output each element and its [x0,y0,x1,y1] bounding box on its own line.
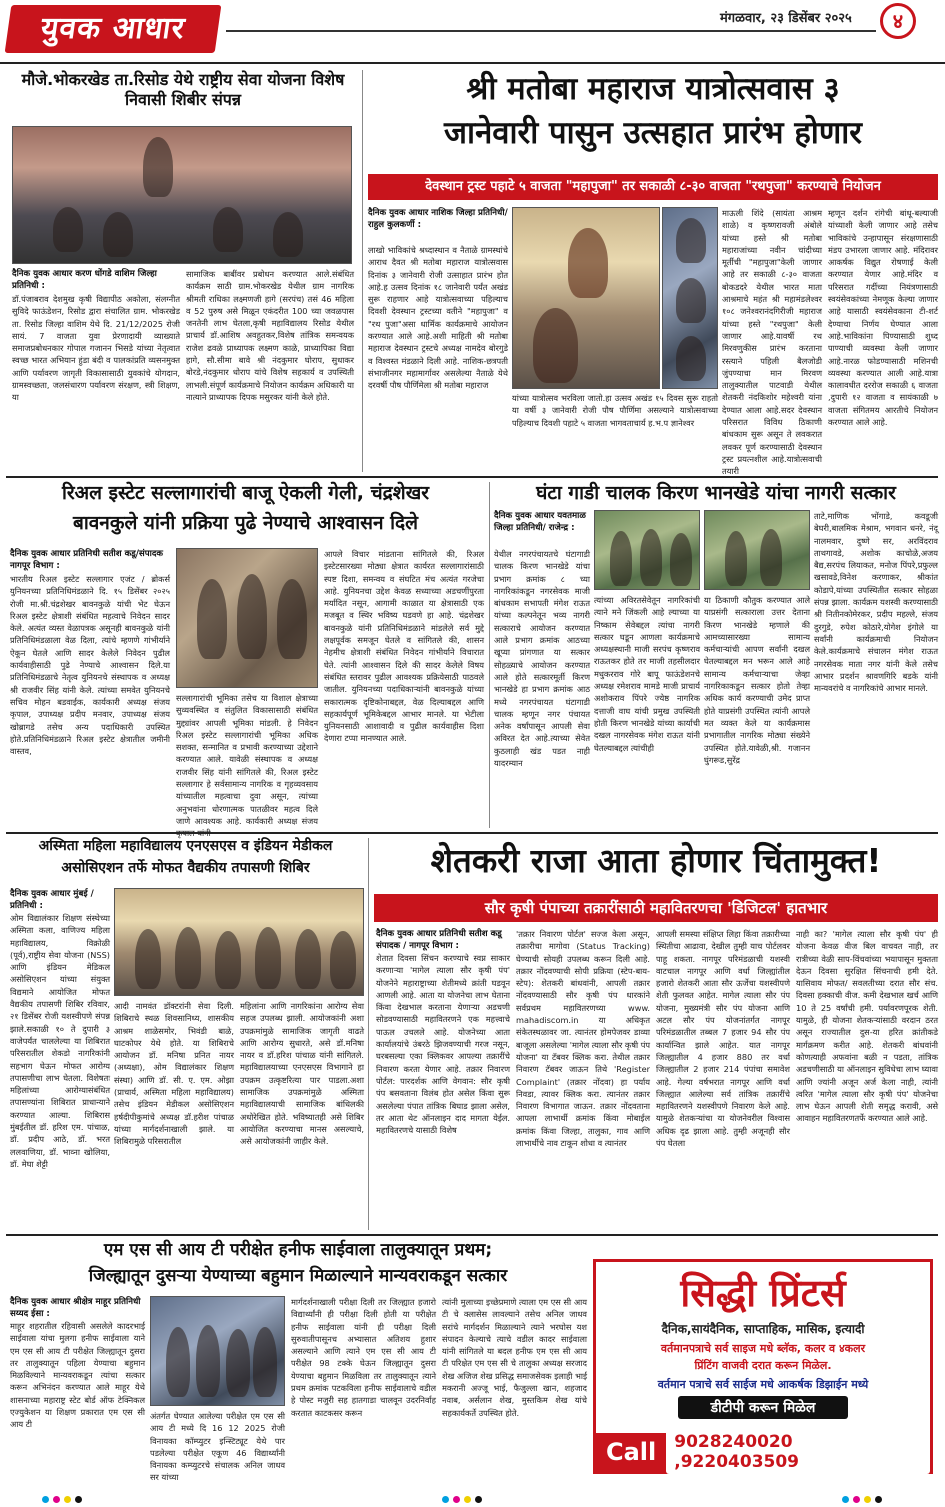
matoba-byline: दैनिक युवक आधार नाशिक जिल्हा प्रतिनिधी/ राहुल कुलकर्णी : [368,208,508,230]
matoba-trustee-photos [662,207,718,389]
realestate-meeting-photo [176,548,318,688]
matoba-subhead: देवस्थान ट्रस्ट पहाटे ५ वाजता "महापुजा" तर सकाळी ८-३० वाजता "रथपुजा" करण्याचे नियोजन [368,174,938,200]
ghanta-col1: येथील नगरपंचायतचे घंटागाडी चालक किरण भानखेडे यांचा प्रभाग क्रमांक ८ च्या नागरिकांकडून नगरसेवक माजी बांधकाम सभापती मंगेश राऊत यांच्या कल्पनेतून भव्य नागरी सत्काराचे आयोजन करण्यात आले प्रभाग क्रमांक आठच्या खूप्या प्रांगणात या सत्कार सोहळ्याचे आयोजन करण्यात आले होते सत्कारमूर्ती किरण भानखेडे हा प्रभाग क्रमांक आठ मध्ये नगरपंचायत घंटागाडी चालक म्हणून नगर पंचायत अनेक वर्षांपासून आपली सेवा अविरत देत आहे.त्याच्या सेवेत कुठलाही खंड पडत नाही यादरम्यान [494,549,590,769]
masthead-rule [226,30,876,32]
nss-byline: दैनिक युवक आधार करण धोंगडे वाशिम जिल्हा प्रतिनिधी : [12,269,157,291]
ad-line-1: दैनिक,सायंदैनिक, साप्ताहिक, मासिक, इत्यादी [661,1322,865,1336]
ad-line-2: वर्तमानपत्राचे सर्व साइज मधे ब्लॅक, कलर व ४कलर [660,1342,866,1355]
matoba-col1: लाखो भाविकांचे श्रध्दास्थान व नैताळे ग्रामस्थांचे आराध दैवत श्री मतोबा महाराज यात्रोत्सवास दिनांक ३ जानेवारी रोजी उत्साहात प्रारंभ होत आहे.ह उत्सव दिनांक १८ जानेवारी पर्यंत अखंड सुरू राहणार आहे यात्रोत्सवाच्या पहिल्याच दिवशी देवस्थान ट्रस्टच्या वतीने "महापुजा" व "रथ पुजा"असा धार्मिक कार्यक्रमाचे आयोजन करण्यात आले आहे.अशी माहिती श्री मतोबा महाराज देवस्थान ट्रस्टचे अध्यक्ष नामदेव बोरगुडे व विश्वस्त मंडळाने दिली आहे. नाशिक-छत्रपती संभाजीनगर महामार्गावर असलेल्या नैताळे येथे दरवर्षी पौष पौर्णिमेला श्री मतोबा महाराज [368,245,508,391]
nss-col1: डॉ.पंजाबराव देशमुख कृषी विद्यापीठ अकोला, संलग्नीत सुविदे फाऊंडेशन, रिसोड द्वारा संचालित ग्राम. भोकरखेड ता. रिसोड जिल्हा वाशिम येथे दि. 21/12/2025 रोजी सायं. 7 वाजता युवा प्रेरणादायी व्याख्याते समाजप्रबोधनकार गोपाल गजानन भिसडे यांच्या नेतृत्वात स्वच्छ भारत अभियान हुंडा बंदी व पालकांप्रति व्यसनमुक्त आणि पर्यावरण जागृती विकासासाठी युवकांचे योगदान, ग्रामस्वच्छता, जलसंधारण पर्यावरण संरक्षण, स्त्री शिक्षण, या [12,294,180,403]
mscit-headline-line1: एम एस सी आय टी परीक्षेत हनीफ साईवाला तालुक्यातून प्रथम; [103,1240,493,1260]
registration-marks-center [440,1488,484,1507]
ghanta-byline: दैनिक युवक आधार यवतमाळ जिल्हा प्रतिनिधी/ राजेन्द्र : [494,511,586,533]
matoba-col4: म्हणून दर्शन रांगेची बांधू-बल्याजी यांच्याशी केली जाणार आहे तसेच भाविकांचे उन्हापासून संरक्षणासाठी मंडप उभारला जाणार आहे. मंदिरावर आकर्षक विद्युत रोषणाई केली करण्यात येणार आहे.मंदिर व परिसरात गर्दीच्या नियंत्रणासाठी स्वयंसेवकांच्या नेमणूक केल्या जाणार आहे यासाठी स्वयंसेवकाना टी-शर्ट देण्याचा निर्णय घेण्यात आला आहे.भाविकांना पिण्यासाठी शुध्द पाण्याची व्यवस्था केली जाणार आहे.नारळ फोडण्यासाठी मशिनची व्यवस्था करण्यात आली आहे.यात्रा कालावधीत दररोज सकाळी ६ वाजता ,दुपारी १२ वाजता व सायंकाळी ७ वाजता संगितमय आरतीचे नियोजन करण्यात आले आहे. [828,208,938,428]
ad-phone-bar [596,1433,930,1471]
realestate-col3: आपले विचार मांडताना सांगितले की, रिअल इस्टेटसारख्या मोठ्या क्षेत्रात कार्यरत सल्लागारांसाठी स्पष्ट दिशा, समन्वय व संघटित मंच अत्यंत गरजेचा आहे. युनियनचा उद्देश केवळ सध्याच्या अडचणींपुरता मर्यादित नसून, आगामी काळात या क्षेत्रासाठी एक मजबूत व स्थिर भविष्य घडवणे हा आहे. चंद्रशेखर बावनकुळे यांनी प्रतिनिधिमंडळाने मांडलेले सर्व मुद्दे लक्षपूर्वक समजून घेतले व सांगितले की, शासन नेहमीच क्षेत्राशी संबंधित निवेदन गांभीर्याने विचारात घेते. त्यांनी आश्वासन दिले की सादर केलेले विषय संबंधित स्तरावर पुढील आवश्यक प्रक्रियेसाठी पाठवले जातील. युनियनच्या पदाधिकाऱ्यांनी बावनकुळे यांच्या सकारात्मक दृष्टिकोनाबद्दल, वेळ दिल्याबद्दल आणि सहकार्यपूर्ण भूमिकेबद्दल आभार मानले. या भेटीला युनियनसाठी आशावादी व पुढील कार्यवाहीस दिशा देणारा टप्पा मानण्यात आले. [324,549,484,744]
ghanta-felicitation-photo-2 [704,510,810,590]
asmita-col3: महिलांना आणि नागरिकांना आरोग्य सेवा सहज उपलब्ध झाली. आयोजकांनी अशा उपक्रमांमुळे सामाजिक जागृती वाढते आणि आरोग्य सुधारते, असे डॉ.मनिषा नायर व डॉ.हरिश पांचाळ यांनी सांगितले. महाविद्यालयाच्या एनएसएस विभागाने हा उपक्रम उत्कृष्टरित्या पार पाडला.अशा सामाजिक उपक्रमांमुळे अस्मिता महाविद्यालयाची सामाजिक बांधिलकी अधोरेखित होते. भविष्यातही असे शिबिर आयोजित करण्याचा मानस असल्याचे, असे आयोजकांनी जाहीर केले. [240,1001,364,1147]
section-divider [6,476,938,478]
mscit-col1: माहूर शहरातील रहिवासी असलेले कादरभाई साईवाला यांचा मुलगा हनीफ साईवाला याने एम एस सी आय टी परीक्षेत जिल्ह्यातून दुसरा तर तालुक्यातून पहिला येण्याचा बहुमान मिळविल्याने मान्यवराकडून त्यांचा सत्कार करून अभिनंदन करण्यात आले माहूर येथे शासनाच्या महाराष्ट्र स्टेट बोर्ड ऑफ टेक्निकल एज्युकेशन या शिक्षण प्रकारात एम एस सी आय टी [10,1321,145,1430]
registration-marks-left [40,1488,84,1507]
mscit-col4: त्यांनी मुलाच्या इच्छेप्रमाणे त्याला एम एस सी आय टी चे क्लासेस लावल्याने तसेच अनिल जाधव सरांचे मार्गदर्शन मिळाल्याने त्याने भरघोस यश संपादन केल्याचे त्याचे वडील कादर साईवाला यांनी सांगितले या बदल हनीफ एम एस सी आय टी परिक्षेत एम एस सी चे तालुका अध्यक्ष सरजाद शेख अजिज शेख प्रसिद्ध समाजसेवक इलाही भाई मकरानी अज्जू भाई, फैजुल्ला खान, शहजाद नवाब, अर्सलान शेख, मुस्तकिम शेख यांचे सहकार्यकर्ते उपस्थित होते. [442,1297,587,1418]
ad-title: सिद्धी प्रिंटर्स [680,1271,846,1315]
farmer-subhead: सौर कृषी पंपाच्या तक्रारींसाठी महावितरणचा 'डिजिटल' हातभार [374,894,938,922]
farmer-col4: नाही का? 'मागेल त्याला सौर कृषी पंप' ही योजना केवळ वीज बिल वाचवत नाही, तर रात्रीच्या वेळी साप-विंचवांच्या भयापासून मुक्तता देऊन दिवसा सुरक्षित सिंचनाची हमी देते. यासिवाय मोफत/ सवलतीच्या दरात सौर संच. दिवसा हक्काची वीज. कमी देखभाल खर्च आणि 10 ते 25 वर्षांची हमी. पर्यावरणपूरक शेती. यामुळे, ही योजना शेतकऱ्यांसाठी वरदान ठरत असून राज्यातील दुस-या हरित क्रांतीकडे मार्गक्रमण करीत आहे. शेतकरी बांधवांनी कोणत्याही अफवांना बळी न पडता, तांत्रिक अडचणीसाठी या ऑनलाइन सुविधेचा लाभ घ्यावा आणि ज्यांनी अजून अर्ज केला नाही, त्यांनी त्वरित 'मागेल त्याला सौर कृषी पंप' योजनेचा लाभ घेऊन आपली शेती समृद्ध करावी, असे आवाहन महावितरणतर्फे करण्यात आले आहे. [796,929,938,1124]
ghanta-col3: या ठिकाणी कौतुक करण्यात आले याप्रसंगी सत्काराला उत्तर देताना किरण भानखेडे म्हणाले की आमच्यासारख्या सामान्य कर्मचाऱ्यांची आपण सर्वांनी दखल घेतल्याबद्दल मन भरून आले आहे सामान्य कर्मचाऱ्याचा जेव्हा नागरिकाकडून सत्कार होतो तेव्हा अधिक कार्य करण्याची उमेद प्राप्त होते याप्रसंगी उपस्थित त्यांनी आपले मत व्यक्त केले या कार्यक्रमास प्रभागातील नागरिक मोठ्या संख्येने उपस्थित होते.यावेळी,श्री. गजानन घुंगरूड,सुरेंद्र [704,595,810,765]
ghanta-col4: ताटे,माणिक भोंगाडे, कवडूजी बेघरी,बालमिक मेश्राम, भगवान धनरे, नंदू नालमवार, दुष्णे सर, अरविंदराव ताथगावडे, अशोक काचोळे,अजय बैद्य,सरपंच लियाकत, मनोज पिंपरे,प्रफुल्ल खसावडे,विनेश करणाकर, श्रीकांत कोडापे,यांच्या उपस्थितीत सत्कार सोहळा संपन्न झाला. कार्यक्रम यशस्वी करण्यासाठी श्री नितीनकोमेरकर, प्रदीप महल्ले, संजय दुरगुडे, रुपेश कोठारे,योगेश इंगोले या सर्वांनी कार्यक्रमाची नियोजन केले.कार्यक्रमाचे संचालन मंगेश राऊत नगरसेवक माता नगर यांनी केले तसेच आभार प्रदर्शन श्रावणगिरि बडके यांनी मान्यवरांचे व नागरिकांचे आभार मानले. [814,511,938,694]
matoba-headline-line2: जानेवारी पासुन उत्सहात प्रारंभ होणार [444,115,862,151]
section-divider [6,832,938,834]
column-divider [489,482,490,828]
asmita-camp-photo [114,888,364,996]
ad-line-5: डीटीपी करून मिळेल [678,1396,848,1419]
newspaper-logo: युवक आधार [5,5,222,53]
mscit-byline: दैनिक युवक आधार श्रीक्षेत्र माहूर प्रतिनिधी सय्यद ईसा : [10,1297,141,1319]
section-divider [6,1234,938,1236]
matoba-headline-line1: श्री मतोबा महाराज यात्रोत्सवास ३ [466,71,840,107]
ghanta-felicitation-photo-1 [594,510,700,590]
realestate-headline-line2: बावनकुले यांनी प्रक्रिया पुढे नेण्याचे आश्वासन दिले [72,512,419,534]
nss-camp-photo [12,126,352,264]
mscit-headline-line2: जिल्ह्यातून दुसऱ्या येण्याच्या बहुमान मिळाल्याने मान्यवराकडून सत्कार [88,1266,508,1286]
mscit-felicitation-photo [150,1296,285,1406]
print-registration-strip [0,1484,945,1501]
column-divider [362,70,363,472]
farmer-headline: शेतकरी राजा आता होणार चिंतामुक्त! [430,841,882,880]
ghanta-headline: घंटा गाडी चालक किरण भानखेडे यांचा नागरी सत्कार [536,482,896,504]
ad-phone-numbers: 9028240020 ,9220403509 [666,1430,930,1474]
matoba-deity-photo [512,207,660,389]
registration-marks-right [840,1488,884,1507]
ghanta-col2: त्यांच्या अविरतसेवेतून नागरिकांची त्याने मने जिंकली आहे ल्याच्या या निष्काम सेवेबद्दल त्यांचा नागरी सत्कार घडून आणला कार्यक्रमाचे अध्यक्षस्थानी माजी सरपंच कृष्णराव राऊतकर होते तर माजी तहसीलदार मधुकरराव गोरे बापू फाऊंडेशनचे अध्यक्ष रमेशराव मामडे माजी प्राचार्य अशोकराव पिंपरे ज्येष्ठ नागरिक दत्ताजी वाघ यांची प्रमुख उपस्थिती होती किरण भानखेडे यांच्या कार्याची दखल नागरसेवक मंगेश राऊत यांनी घेतल्याबद्दल त्यांचीही [594,595,700,753]
asmita-col1: ओम विद्यालंकार शिक्षण संस्थेच्या अस्मिता कला, वाणिज्य महिला महाविद्यालय, विक्रोळी (पूर्व),राष्ट्रीय सेवा योजना (NSS) आणि इंडियन मेडिकल असोसिएशन यांच्या संयुक्त विद्यमाने आयोजित मोफत वैद्यकीय तपासणी शिबिर रविवार, २१ डिसेंबर रोजी यशस्वीपणे संपन्न झाले.सकाळी १० ते दुपारी ३ वाजेपर्यंत चाललेल्या या शिबिरात परिसरातील शेकडो नागरिकांनी सहभाग घेऊन मोफत आरोग्य तपासणीचा लाभ घेतला. विशेषतः महिलांच्या आरोग्यासंबंधित तपासण्यांना शिबिरात प्राधान्याने करण्यात आल्या. शिबिरास मुंबईतील डॉ. हरिश एम. पांचाळ, डॉ. प्रदीप आठे, डॉ. भरत ललवाणिया, डॉ. भाव्ना खोलिया, डॉ. मेघा शेट्टी [10,913,110,1169]
asmita-byline: दैनिक युवक आधार मुंबई / प्रतिनिधी : [10,889,94,911]
asmita-col2: आदी नामवंत डॉक्टरांनी सेवा दिली. शिबिराचे स्थळ शिवसानिध्य, शासकीय आश्रम शाळेसमोर, भिवंडी बाळे, घाटकोपर येथे होते. या शिबिराचे आयोजन डॉ. मनिषा प्रनित नायर (अध्यक्षा), ओम विद्यालंकार शिक्षण संस्था) आणि डॉ. सी. ए. एम. ओझा (प्राचार्य, अस्मिता महिला महाविद्यालय) तसेच इंडियन मेडीकल असोसिएशन हर्षदीपीकुमांचे अध्यक्ष डॉ.हरीश पांचाळ यांच्या मार्गदर्शनाखाली झाले. या शिबिरामुळे परिसरातील [114,1001,234,1147]
farmer-col3: आपली समस्या संक्षिप्त लिहा किंवा तक्रारीच्या स्थितीचा आढावा, देखील तुम्ही याच पोर्टलवर पाहू शकता. नागपूर परिमंडळाची यशस्वी वाटचाल नागपूर आणि वर्धा जिल्ह्यांतील हजारो शेतकरी आता सौर ऊर्जेचा यशस्वीपणे शेती फुलवत आहेत. मागेल त्याला सौर पंप योजना, मुख्यमंत्री सौर पंप योजना आणि अटल सौर पंप योजनांतर्गत नागपूर परिमंडळातील तब्बल 7 हजार 94 सौर पंप कार्यान्वित झाले आहेत. यात नागपूर जिल्ह्यातील 4 हजार 880 तर वर्धा जिल्ह्यातील 2 हजार 214 पंपांचा समावेश आहे. गेल्या वर्षभरात नागपूर आणि वर्धा जिल्ह्यात आलेल्या सर्व तांत्रिक तक्रारींचे महावितरणने यशस्वीपणे निवारण केले आहे. यामुळे शेतकऱ्यांचा या योजनेवरील विश्वास अधिक दृढ झाला आहे. तुम्ही अजूनही सौर पंप घेतला [656,929,790,1149]
mscit-col2: अंतर्गत घेण्यात आलेल्या परीक्षेत एम एस सी आय टी मध्ये दि 16 12 2025 रोजी विनायका कॉम्प्युटर इन्स्टिट्यूट येथे पार पडलेल्या परीक्षेत एकूण 46 विद्यार्थ्यांनी विनायका कम्प्युटरचे संचालक अनिल जाधव सर यांच्या [150,1411,285,1483]
masthead [0,0,945,64]
realestate-col1: भारतीय रिअल इस्टेट सल्लागार एजंट / ब्रोकर्स युनियनच्या प्रतिनिधिमंडळाने दि. १५ डिसेंबर २०२५ रोजी मा.श्री.चंद्रशेखर बावनकुळे यांची भेट घेऊन रिअल इस्टेट क्षेत्राशी संबंधित महत्वाचे निवेदन सादर केले. अत्यंत व्यस्त वेळापत्रक असूनही बावनकुळे यांनी प्रतिनिधिमंडळाला वेळ दिला, त्यांचे म्हणणे गांभीर्याने ऐकून घेतले आणि सादर केलेले निवेदन पुढील कार्यवाहीसाठी पुढे नेण्याचे आश्वासन दिले.या प्रतिनिधिमंडळाचे नेतृत्व युनियनचे संस्थापक व अध्यक्ष श्री राजवीर सिंह यांनी केले. त्यांच्या समवेत युनियनचे सचिव मोहन बडवाईक, कार्यकारी अध्यक्ष संजय कृपाल, उपाध्यक्ष प्रदीप मनवार, उपाध्यक्ष संजय खोब्रागडे तसेच अन्य पदाधिकारी उपस्थित होते.प्रतिनिधिमंडळाने रिअल इस्टेट क्षेत्रातील जमीनी वास्तव, [10,574,170,757]
realestate-byline: दैनिक युवक आधार प्रतिनिधी सतीश कडू/संपादक नागपूर विभाग : [10,549,164,571]
asmita-headline-line2: असोसिएशन तर्फे मोफत वैद्यकीय तपासणी शिबिर [61,860,310,876]
ad-line-4: वर्तमान पत्राचे सर्व साईज मधे आकर्षक डिझाईन मध्ये [657,1378,869,1391]
nss-col2: सामाजिक बाबींवर प्रबोधन करण्यात आले.संबंधित कार्यक्रम साठी ग्राम.भोकरखेड येथील ग्राम नागरिक श्रीमती राधिका लक्ष्मणजी हागे (सरपंच) तसं 46 महिला व 52 पुरुष असे मिळून एकंदरीत 100 च्या जवळपास जनतेनी लाभ घेतला,कृषी महाविद्यालय रिसोड येथील प्राचार्य डॉ.आशिष अवहुतकर,विशेष तांत्रिक समन्वयक राजेश ढवळे प्राध्यापक लक्ष्मण काळे, प्राध्यापिका विद्या हागे, सौ.सीमा बावे श्री नंदकुमार घोराप, सुधाकर बोरडे,नंदकुमार धोराप यांचे विशेष सहकार्य व उपस्थिती लाभली.संपूर्ण कार्यक्रमाचे नियोजन कार्यक्रम अधिकारी या नात्याने प्राध्यापक दिपक मसुरकर यांनी केले होते. [186,269,354,402]
matoba-col3: माऊली शिंदे (सायंता आश्रम शाळे) व कृष्णरावजी अंबोले यांच्या हस्ते श्री मतोबा महाराजांच्या नवीन चांदीच्या मूर्तीची "महापुजा"केली जाणार आहे तर सकाळी ८-३० वाजता बोकडदरे येथील भारत माता आश्रमाचे महंत श्री महामंडलेश्वर १०८ जनेश्वरानंदगिरीजी महाराज यांच्या हस्ते "रथपुजा" केली जाणार आहे.यावर्षी रथ मिरवणुकीस प्रारंभ करताना रस्त्याने पहिली बैलजोडी जुंपण्याचा मान मिरवण तालुक्यातील पाटवाडी येथील शेतकरी नंदकिशोर महेश्वरी यांना देण्यात आला आहे.सदर देवस्थान परिसरात विविध ठिकाणी बांधकाम सुरू असून ते लवकरात लवकर पूर्ण करण्यासाठी देवस्थान ट्रस्ट प्रयत्नशील आहे.यात्रोत्सवाची तयारी [722,208,822,477]
ad-line-3: प्रिंटिंग वाजवी दरात करून मिळेल. [694,1359,832,1372]
farmer-col1: शेतात दिवसा सिंचन करण्याचे स्वप्न साकार करणाऱ्या 'मागेल त्याला सौर कृषी पंप' योजनेने महाराष्ट्राच्या शेतीमध्ये क्रांती घडवून आणली आहे. आता या योजनेचा लाभ घेताना किंवा देखभाल करताना येणाऱ्या अडचणी सोडवण्यासाठी महावितरणने एक महत्त्वाचे पाऊल उचलले आहे. योजनेच्या आता कार्यालयांचे उंबरठे झिजवण्याची गरज नसून, घरबसल्या एका क्लिकवर आपल्या तक्रारींचे निवारण करता येणार आहे. तक्रार निवारण पोर्टल: पारदर्शक आणि वेगवान: सौर कृषी पंप बसवताना विलंब होत असेल किंवा सुरू असलेल्या पंपात तांत्रिक बिघाड झाला असेल, तर आता थेट ऑनलाइन दाद मागता येईल. महावितरणचे यासाठी विशेष [376,953,510,1136]
mscit-col3: मार्गदर्शनाखाली परीक्षा दिली तर जिल्ह्यात हजारो विद्यार्थ्यांनी ही परीक्षा दिली होती या परीक्षेत हनीफ साईवाला यांनी ही परीक्षा दिली सुरुवातीपासूनच अभ्यासात अतिशय हुशार असल्याने आणि त्याने एम एस सी आय टी परीक्षेत 98 टक्के घेऊन जिल्ह्यातून दुसरा येण्याचा बहुमान मिळविला तर तालुक्यातून त्याने प्रथम क्रमांक पटकविला हनीफ साईवालाचे वडील हे पोस्ट मजुरी सह हातगाडा चालवून उदरनिर्वाह करतात काटकसर करून [291,1297,436,1418]
realestate-col2: सल्लागारांची भूमिका तसेच या विशाल क्षेत्राच्या सुव्यवस्थित व संतुलित विकासासाठी संबंधित मुद्द्यांवर आपली भूमिका मांडली. हे निवेदन रिअल इस्टेट सल्लागारांची भूमिका अधिक सशक्त, सन्मानित व प्रभावी करण्याच्या उद्देशाने करण्यात आले. यावेळी संस्थापक व अध्यक्ष राजवीर सिंह यांनी सांगितले की, रिअल इस्टेट सल्लागार हे सर्वसामान्य नागरिक व गृहव्यवसाय यांच्यातील महत्वाचा दुवा असून, त्यांच्या अनुभवांना धोरणात्मक पातळीवर महत्व दिले जाणे आवश्यक आहे. कार्यकारी अध्यक्ष संजय [176,693,318,826]
call-label: Call [606,1438,657,1466]
matoba-col2: यांच्या यात्रोत्सव भरविला जातो.हा उत्सव अखंड १५ दिवस सुरू राहतो या वर्षी ३ जानेवारी रोजी पौष पौर्णिमा असल्याने यात्रोत्सवाच्या पहिल्याच दिवशी पहाटे ५ वाजता भागवताचार्य ह.भ.प ज्ञानेश्वर [512,393,718,428]
siddhi-printers-ad [593,1259,933,1474]
realestate-headline-line1: रिअल इस्टेट सल्लागारांची बाजू ऐकली गेली, चंद्रशेखर [61,482,430,504]
issue-date: मंगळवार, २३ डिसेंबर २०२५ [720,11,852,26]
nss-headline: मौजे.भोकरखेड ता.रिसोड येथे राष्ट्रीय सेवा योजना विशेष निवासी शिबीर संपन्न [21,70,345,109]
asmita-headline-line1: अस्मिता महिला महाविद्यालय एनएसएस व इंडियन मेडीकल [38,838,333,854]
farmer-col2: 'तक्रार निवारण पोर्टल' सज्ज केला असून, तक्रारीचा मागोवा (Status Tracking) घेण्याची सोयही उपलब्ध करून दिली आहे. तक्रार नोंदवण्याची सोपी प्रक्रिया (स्टेप-बाय-स्टेप): शेतकरी बांधवांनी, आपली तक्रार नोंदवण्यासाठी सौर कृषी पंप धारकांने सर्वप्रथम महावितरणच्या www. mahadiscom.in या अधिकृत संकेतस्थळावर जा. त्यानंतर होमपेजवर डाव्या बाजूला असलेल्या 'मागेल त्याला सौर कृषी पंप योजना' या टॅबवर क्लिक करा. तेथील तक्रार निवारण टॅबवर जाऊन तिथे 'Register Complaint' (तक्रार नोंदवा) हा पर्याय निवडा, त्यावर क्लिक करा. त्यानंतर तक्रार निवारण विभागात जाऊन. तक्रार नोंदवताना आपला लाभार्थी क्रमांक किंवा मोबाईल क्रमांक किंवा जिल्हा, तालुका, गाव आणि लाभार्थीचे नाव टाकून शोधा व त्यानंतर [516,929,650,1149]
column-divider [368,838,369,1230]
page-number: ४ [880,3,916,39]
farmer-byline: दैनिक युवक आधार प्रतिनिधी सतीश कडू संपादक / नागपूर विभाग : [376,929,502,951]
